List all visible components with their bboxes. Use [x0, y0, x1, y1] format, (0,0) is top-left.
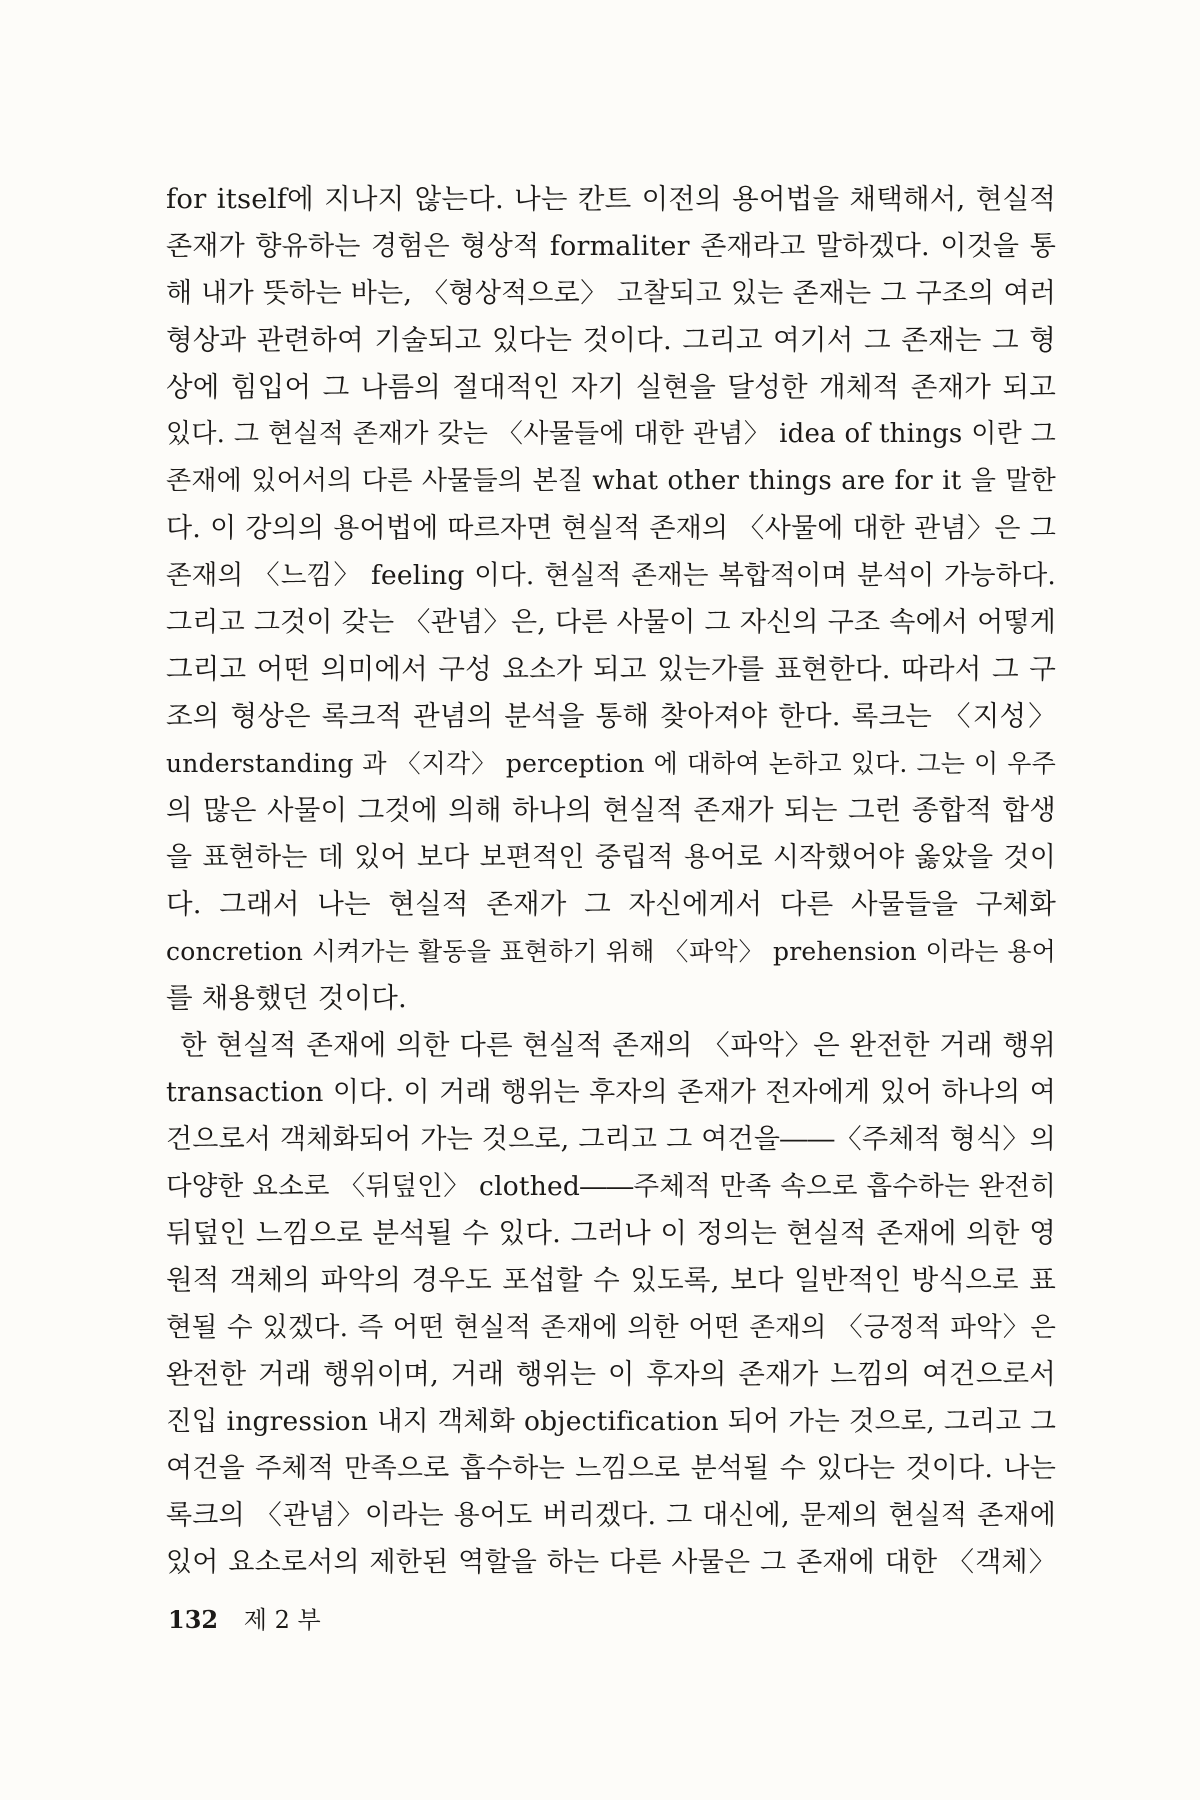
- text-line: 다양한 요소로 〈뒤덮인〉 clothed――주체적 만족 속으로 흡수하는 완전히: [166, 1171, 1056, 1202]
- text-line: 존재의 〈느낌〉 feeling 이다. 현실적 존재는 복합적이며 분석이 가능하다.: [166, 560, 1056, 591]
- text-line: 을 표현하는 데 있어 보다 보편적인 중립적 용어로 시작했어야 옳았을 것이: [166, 842, 1056, 873]
- text-line: 진입 ingression 내지 객체화 objectification 되어 가는 것으로, 그리고 그: [166, 1406, 1056, 1437]
- text-line: 완전한 거래 행위이며, 거래 행위는 이 후자의 존재가 느낌의 여건으로서: [166, 1358, 1056, 1390]
- text-line: 현될 수 있겠다. 즉 어떤 현실적 존재에 의한 어떤 존재의 〈긍정적 파악〉은: [166, 1312, 1056, 1343]
- text-line: 원적 객체의 파악의 경우도 포섭할 수 있도록, 보다 일반적인 방식으로 표: [166, 1264, 1056, 1296]
- body-text: [166, 176, 1056, 1586]
- text-line: 해 내가 뜻하는 바는, 〈형상적으로〉 고찰되고 있는 존재는 그 구조의 여러: [166, 278, 1056, 309]
- text-line: 뒤덮인 느낌으로 분석될 수 있다. 그러나 이 정의는 현실적 존재에 의한 영: [166, 1217, 1056, 1249]
- text-line: concretion 시켜가는 활동을 표현하기 위해 〈파악〉 prehension 이라는 용어: [166, 937, 1056, 966]
- text-line: transaction 이다. 이 거래 행위는 후자의 존재가 전자에게 있어 하나의 여: [166, 1077, 1056, 1108]
- text-line: 그리고 어떤 의미에서 구성 요소가 되고 있는가를 표현한다. 따라서 그 구: [166, 653, 1056, 685]
- text-line: 여건을 주체적 만족으로 흡수하는 느낌으로 분석될 수 있다는 것이다. 나는: [166, 1453, 1056, 1484]
- text-line: 존재에 있어서의 다른 사물들의 본질 what other things are for it 을 말한: [166, 466, 1056, 496]
- text-line: 조의 형상은 록크적 관념의 분석을 통해 찾아져야 한다. 록크는 〈지성〉: [166, 700, 1056, 732]
- text-line: 있어 요소로서의 제한된 역할을 하는 다른 사물은 그 존재에 대한 〈객체〉: [166, 1547, 1056, 1578]
- text-line: 록크의 〈관념〉이라는 용어도 버리겠다. 그 대신에, 문제의 현실적 존재에: [166, 1500, 1056, 1531]
- paragraph-end-line: 를 채용했던 것이다.: [166, 982, 407, 1014]
- text-line: 의 많은 사물이 그것에 의해 하나의 현실적 존재가 되는 그런 종합적 합생: [166, 794, 1056, 826]
- text-line: 다. 그래서 나는 현실적 존재가 그 자신에게서 다른 사물들을 구체화: [166, 888, 1056, 920]
- page-footer: [168, 1600, 321, 1640]
- text-line: 있다. 그 현실적 존재가 갖는 〈사물들에 대한 관념〉 idea of things 이란 그: [166, 419, 1056, 449]
- text-line: 상에 힘입어 그 나름의 절대적인 자기 실현을 달성한 개체적 존재가 되고: [166, 371, 1056, 403]
- text-line: 다. 이 강의의 용어법에 따르자면 현실적 존재의 〈사물에 대한 관념〉은 그: [166, 513, 1056, 544]
- paragraph-first-line: 한 현실적 존재에 의한 다른 현실적 존재의 〈파악〉은 완전한 거래 행위: [180, 1029, 1056, 1061]
- text-line: 형상과 관련하여 기술되고 있다는 것이다. 그리고 여기서 그 존재는 그 형: [166, 324, 1056, 356]
- part-label: 제 2 부: [243, 1606, 321, 1634]
- text-line: 존재가 향유하는 경험은 형상적 formaliter 존재라고 말하겠다. 이것을 통: [166, 231, 1056, 262]
- text-line: 그리고 그것이 갖는 〈관념〉은, 다른 사물이 그 자신의 구조 속에서 어떻게: [166, 607, 1056, 638]
- text-line: for itself에 지나지 않는다. 나는 칸트 이전의 용어법을 채택해서, 현실적: [166, 183, 1056, 215]
- text-line: 건으로서 객체화되어 가는 것으로, 그리고 그 여건을――〈주체적 형식〉의: [166, 1124, 1056, 1155]
- page-number: 132: [168, 1605, 219, 1634]
- text-line: understanding 과 〈지각〉 perception 에 대하여 논하고 있다. 그는 이 우주: [166, 749, 1056, 778]
